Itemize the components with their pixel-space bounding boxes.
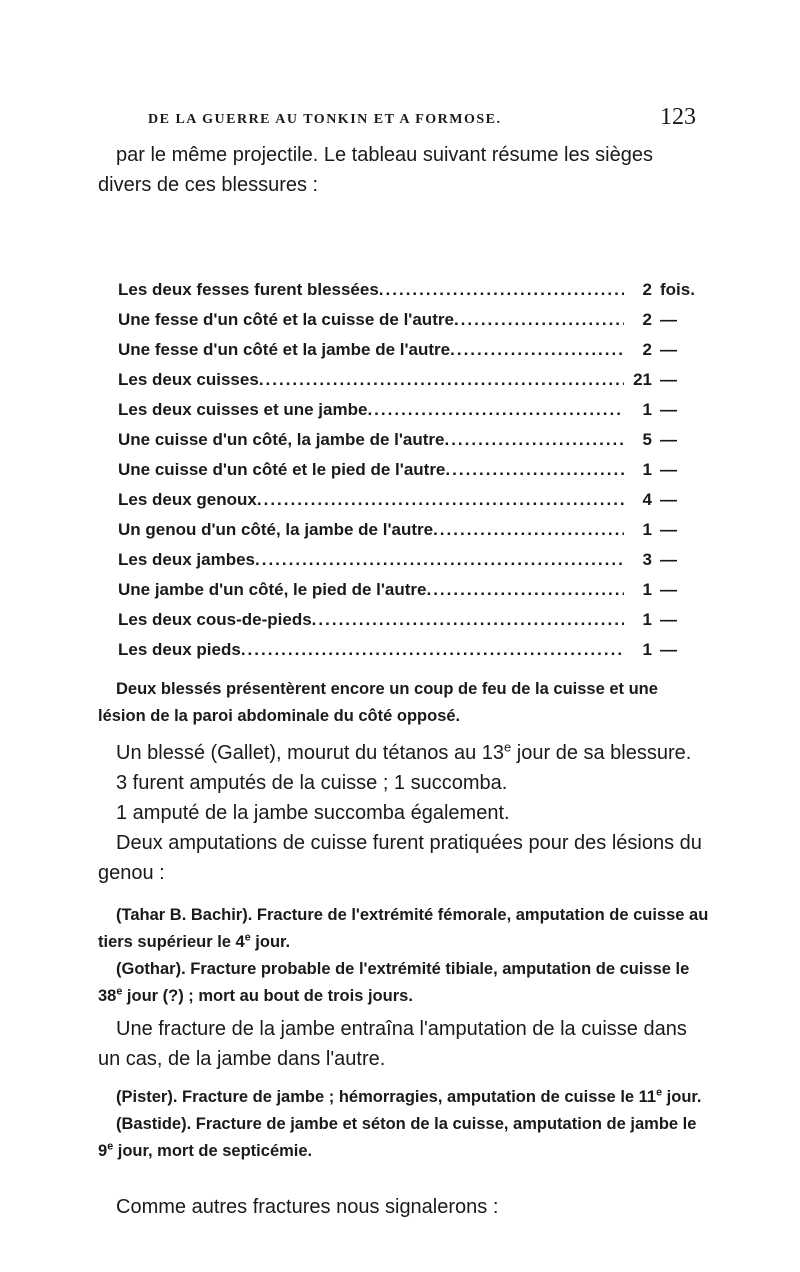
gallet-before: Un blessé (Gallet), mourut du tétanos au 13 — [116, 742, 504, 764]
tahar-before: (Tahar B. Bachir). Fracture de l'extrémité fémorale, amputation de cuisse au tiers supérieur le 4 — [98, 906, 709, 951]
leader-dots — [445, 460, 624, 480]
row-label: Les deux cuisses — [118, 370, 259, 389]
bastide-after: jour, mort de septicémie. — [113, 1142, 313, 1160]
bastide-sup: e — [107, 1140, 114, 1153]
note-text: Deux blessés présentèrent encore un coup de feu de la cuisse et une lésion de la paroi abdominale du côté opposé. — [98, 680, 658, 725]
table-row — [118, 610, 718, 640]
closing-text: Comme autres fractures nous signalerons : — [116, 1196, 499, 1218]
table-row — [118, 430, 718, 460]
row-label: Les deux genoux — [118, 490, 257, 509]
row-label: Une fesse d'un côté et la jambe de l'autre — [118, 340, 451, 359]
row-unit: — — [660, 400, 677, 419]
leader-dots — [241, 640, 624, 660]
row-label: Les deux fesses furent blessées — [118, 280, 379, 299]
gothar-sup: e — [116, 985, 123, 998]
leader-dots — [259, 370, 624, 390]
table-row — [118, 580, 718, 610]
row-count: 1 — [642, 460, 652, 479]
gothar-after: jour (?) ; mort au bout de trois jours. — [122, 987, 413, 1005]
row-unit: — — [660, 610, 677, 629]
row-count: 4 — [642, 490, 652, 509]
row-unit: — — [660, 340, 677, 359]
row-unit: — — [660, 370, 677, 389]
gothar-before: (Gothar). Fracture probable de l'extrémité tibiale, amputation de cuisse le 38 — [98, 960, 690, 1005]
ampute-jambe-line: 1 amputé de la jambe succomba également. — [116, 802, 510, 824]
running-title: DE LA GUERRE AU TONKIN ET A FORMOSE. — [148, 112, 502, 127]
page-number: 123 — [660, 104, 696, 130]
row-unit: — — [660, 460, 677, 479]
leader-dots — [255, 550, 624, 570]
table-row — [118, 280, 718, 310]
pister-sup: e — [656, 1086, 663, 1099]
gallet-after: jour de sa blessure. — [511, 742, 692, 764]
row-unit: — — [660, 580, 677, 599]
injury-sites-table — [118, 280, 718, 670]
leader-dots — [257, 490, 624, 510]
deux-amputations-paragraph: Deux amputations de cuisse furent pratiquées pour des lésions du genou : — [98, 832, 702, 884]
table-row — [118, 310, 718, 340]
table-row — [118, 520, 718, 550]
pister-before: (Pister). Fracture de jambe ; hémorragies, amputation de cuisse le 11 — [116, 1088, 657, 1106]
row-count: 3 — [642, 550, 652, 569]
pister-after: jour. — [662, 1088, 702, 1106]
row-label: Une jambe d'un côté, le pied de l'autre — [118, 580, 427, 599]
gallet-sup: e — [504, 739, 512, 755]
row-unit: — — [660, 520, 677, 539]
table-row — [118, 460, 718, 490]
row-unit: — — [660, 640, 677, 659]
table-row — [118, 340, 718, 370]
row-unit: — — [660, 310, 677, 329]
fracture-jambe-paragraph — [98, 1014, 710, 1074]
bastide-case — [98, 1111, 710, 1165]
leader-dots — [444, 430, 624, 450]
row-label: Une fesse d'un côté et la cuisse de l'autre — [118, 310, 454, 329]
row-unit: fois. — [660, 280, 695, 299]
bastide-before: (Bastide). Fracture de jambe et séton de la cuisse, amputation de jambe le 9 — [98, 1115, 697, 1160]
row-count: 1 — [642, 520, 652, 539]
table-row — [118, 370, 718, 400]
tahar-case — [98, 902, 710, 956]
row-label: Les deux jambes — [118, 550, 256, 569]
intro-text: par le même projectile. Le tableau suivant résume les sièges divers de ces blessures : — [98, 144, 653, 196]
row-label: Les deux pieds — [118, 640, 241, 659]
row-unit: — — [660, 430, 677, 449]
row-count: 5 — [642, 430, 652, 449]
row-count: 1 — [642, 640, 652, 659]
table-row — [118, 550, 718, 580]
leader-dots — [454, 310, 624, 330]
row-unit: — — [660, 550, 677, 569]
row-count: 1 — [642, 400, 652, 419]
table-row — [118, 400, 718, 430]
row-unit: — — [660, 490, 677, 509]
row-count: 2 — [642, 310, 652, 329]
pister-case — [98, 1084, 710, 1111]
row-count: 1 — [642, 580, 652, 599]
table-row — [118, 490, 718, 520]
row-count: 1 — [642, 610, 652, 629]
case-notes-jambe — [98, 1084, 710, 1165]
row-label: Les deux cuisses et une jambe — [118, 400, 368, 419]
case-notes-genou — [98, 902, 710, 1010]
gallet-paragraph — [98, 738, 710, 768]
closing-paragraph — [98, 1192, 710, 1222]
row-label: Une cuisse d'un côté, la jambe de l'autre — [118, 430, 445, 449]
amputes-cuisse-line: 3 furent amputés de la cuisse ; 1 succomba. — [116, 772, 508, 794]
fracture-jambe-text: Une fracture de la jambe entraîna l'amputation de la cuisse dans un cas, de la jambe dans l'autre. — [98, 1018, 687, 1070]
leader-dots — [379, 280, 624, 300]
outcomes-section — [98, 738, 710, 888]
leader-dots — [312, 610, 624, 630]
leader-dots — [426, 580, 624, 600]
tahar-sup: e — [244, 931, 251, 944]
row-label: Un genou d'un côté, la jambe de l'autre — [118, 520, 434, 539]
row-label: Les deux cous-de-pieds — [118, 610, 312, 629]
tahar-after: jour. — [250, 933, 291, 951]
row-count: 21 — [633, 370, 652, 389]
intro-paragraph — [98, 140, 710, 200]
row-count: 2 — [642, 280, 652, 299]
note-after-table — [98, 676, 710, 730]
leader-dots — [450, 340, 624, 360]
row-label: Une cuisse d'un côté et le pied de l'autre — [118, 460, 446, 479]
row-count: 2 — [642, 340, 652, 359]
gothar-case — [98, 956, 710, 1010]
table-row — [118, 640, 718, 670]
leader-dots — [367, 400, 624, 420]
leader-dots — [433, 520, 624, 540]
